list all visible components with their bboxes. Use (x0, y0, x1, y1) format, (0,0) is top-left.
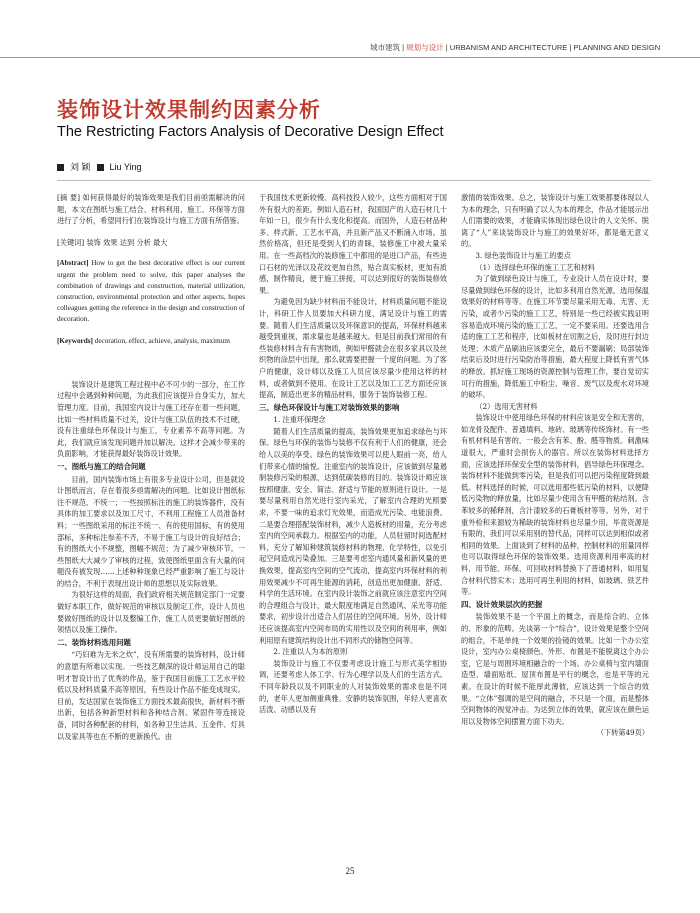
abstract-en-label: [Abstract] (57, 259, 89, 268)
author-cn: 刘 颖 (70, 162, 91, 172)
running-header: 城市建筑 | 规划与设计 | URBANISM AND ARCHITECTURE | PLANNING AND DESIGN (370, 43, 661, 52)
header-section-en-b: PLANNING AND DESIGN (573, 43, 661, 52)
title-en: The Restricting Factors Analysis of Decorative Design Effect (57, 124, 444, 140)
subsection-heading: （2）选用无害材料 (475, 401, 538, 411)
column-spacer (57, 357, 245, 379)
page-number: 25 (345, 866, 355, 876)
author-line (57, 160, 142, 173)
author-en: Liu Ying (109, 162, 142, 172)
section-heading: 一、图纸与施工的结合问题 (57, 461, 146, 471)
abstract-cn-text: 如何获得最好的装饰效果是我们目前亟需解决的问题，本文在图纸与施工结合、材料利用、施工、环保等方面进行了分析，希望同行们在装饰设计与施工方面有所借鉴。 (57, 193, 245, 226)
paragraph: 装饰设计中使用绿色环保的材料应该是安全和无害的，如龙骨及配件、普通填料、地砖、玻璃等传统饰材。有一些有机材料是有害的，一般会含有苯、酚、醛等物质。刺激味道很大，严重时会损伤人的器官。所以在装饰材料选择方面，应该选择环保安全型的装饰材料，倡导绿色环保理念。装饰材料不能做到零污染，但是我们可以把污染程度降到最低。材料选择的时候，可以选用那些低污染的材料，以便降低污染物的释放量，比如尽量少使用含有甲醛的粘结剂。含苯较多的稀释剂，含汁漆较多的石膏板材等等。另外，对于重外检和来源较为稀缺的装饰材料也尽量少用，毕竟资源是有限的，我们可以采用别的替代品，同样可以达到相似或者相同的效果。上面谈到了材料的品种，控制材料的用量同样也可以取得绿色环保的装饰效果。选用资源利用率高的材料，用节能、环保、可回收材料替换下了普通材料，如用复合材料代替实木；选用可再生利用的材料，如玻璃、铁艺件等。 (461, 413, 649, 597)
paragraph: 为很好这样的局面，我们政府相关规范制定部门一定要做好本职工作，做好规范的审核以及制定工作，设计人员也要做好图纸的设计以及整编工作，施工人员更要做好图纸的领悟以及施工操作。 (57, 590, 245, 635)
paragraph: 于我国技术更新较慢、高科技投入较少，这些方面相对于国外有很大的差距。例如人造石材，我国国产的人造石材几十年如一日，很少有什么变化和提高。而国外，人造石材品种多、样式新、工艺水平高，并且新产品又不断涌入市场。虽然价格高，但还是受到人们的青睐，装修施工中被大量采用。在一些高档次的装修施工中都用的是进口产品，有些进口石材的光泽以及花纹更加自然，贴合真实板材，更加有质感，制作精良，便于施工拼接，可以达到很好的装饰装修效果。 (259, 193, 447, 295)
author-divider (57, 180, 651, 181)
title-cn: 装饰设计效果制约因素分析 (57, 98, 321, 122)
header-section-cn-b: 规划与设计 (406, 43, 444, 52)
header-section-en: URBANISM AND ARCHITECTURE (449, 43, 568, 52)
abstract-cn-label: [摘 要] (57, 193, 81, 202)
subsection-heading: 3. 绿色装饰设计与施工的要点 (475, 250, 571, 260)
subsection-heading: 1. 注重环保理念 (273, 415, 326, 425)
abstract-en-text: How to get the best decorative effect is our current urgent the problem need to solve, this paper analyses the combination of drawings and construction, material utilization, construction, environmental protection and other aspects, hopes colleagues getting the reference in the design and construction of decoration. (57, 259, 245, 324)
square-bullet-icon (57, 164, 64, 171)
column-3-body (461, 192, 649, 739)
section-heading: 二、装饰材料选用问题 (57, 637, 131, 647)
column-2-body (259, 192, 447, 716)
paragraph: 随着人们生活质量的提高，装饰效果更加追求绿色与环保。绿色与环保的装饰与装修不仅有利于人们的健康，还会给人以美的享受。绿色的装饰效果可以使人眼前一亮，给人们带来心情的愉悦。注重室内的装饰设计，应该做到尽量遏制装修污染的根源，达到低碳装修的目的。装饰设计师应该按照健康、安全、简洁、舒适与节能的原则进行设计。一是要尽量利用自然光进行室内采光，了解室内合理的光照要求，不要一味的追求灯光效果，而造成光污染、电能浪费。二是要合理搭配装饰材料，减少人造板材的用量，充分考虑室内的空间承载力。根据室内的功能，人员驻留时间选配材料，充分了解知种建筑装修材料的物理、化学特性，以免引起空间造成污染叠加。三是要考虑室内通风量和新风量的更换效果，提高室内空间的空气流动，提高室内环保材料的利用效果减少不可再生能源的消耗，创造出更加健康、舒适、科学的生活环境。在室内设计装饰之前就应该注意室内空间的合理组合与设计，最大限度地满足自然通风、采光等功能要求，初步设计出适合人们居住的空间环境。另外，设计师还应该提高室内空间布局的实用性以及空间的利用率，例如利用原有建筑结构设计出不同形式的储物空间等。 (259, 426, 447, 645)
paragraph: 目前，国内装饰市场上有很多专业设计公司，但是就设计图纸而言，存在着很多亟需解决的问题。比如设计图纸标注不规范、不统一；一些按照标注的施工的装饰器件，没有具体的加工要求以及加工尺寸，不利用工程施工人员准备材料；一些图纸采用的标注不统一、有的使用国标，有的使用部标，多种标注参差不齐，不易于施工与设计的良好结合；有的图纸大小不规整，图幅不规范；为了减少审核环节。一些图纸大大减少了审核的过程，致使图纸里面含有大量的问题没有被发现……上述种种现象已经严重影响了施工与设计的结合，不利于表现出设计师的思想以及实际效果。 (57, 474, 245, 588)
keywords-en-label: [Keywords] (57, 336, 93, 345)
paragraph: 装饰设计是建筑工程过程中必不可少的一部分，在工作过程中会遇到种种问题，为此我们应该提升自身实力，加大管理力度。目前，我国室内设计与施工还存在着一些问题，比如一些材料质量不过关，设计与施工队伍的技术不过硬，没有注重绿色环保设计与施工，专业素养不高等问题。为此，我们就应该发现问题并加以解决。这样才会减少带来的负面影响，才能获得最好装饰设计效果。 (57, 379, 245, 459)
column-1 (57, 192, 245, 892)
abstract-cn (57, 192, 245, 227)
column-1-body (57, 379, 245, 742)
header-section-cn: 城市建筑 (370, 43, 400, 52)
keywords-en (57, 336, 245, 347)
column-3 (461, 192, 649, 892)
header-divider (0, 57, 700, 58)
section-heading: 四、设计效果层次的把握 (461, 599, 543, 609)
keywords-cn-label: [关键词] (57, 237, 85, 247)
paragraph: 为避免因为缺少材料而不能设计，材料质量问题不能设计，科研工作人员要加大科研力度，满足设计与施工的需要。随着人们生活质量以及环保意识的提高，环保材料越来越受到重视，需求量也是越来越大。但是目前我们常用的有些装修材料含有有害物质，例如甲醛就会在很多家具以及丝织物的涂层中出现，那么就需要把握一个度的问题。为了客户的健康，设计师以及施工人员应该尽量少使用这样的材料，或者做到不使用。在设计工艺以及加工工艺方面还应该提高，制造出更多的精品材料，服务于装饰装修工程。 (259, 297, 447, 400)
paragraph: 为了做到绿色设计与施工，专业设计人员在设计时，要尽量做到绿色环保的设计，比如多利用自然光源，选用保温效果好的材料等等。在施工环节要尽量采用无毒、无害、无污染，或者少污染的施工工艺，特别是一些已经被实践证明容易造成环境污染的施工工艺，一定不要采用。还要选用合适的施工工艺和程序，比如板材在切割之后，及时进行封边处理；木质产品刷油应该要完全，最后不要漏刷；局部装饰结束后及时进行污染防治等措施，最大程度上降低有害气体的释放。抓好施工现场的资源控制与管理工作，要自觉切实可行的措施，降低施工中粉尘、噪音、废气以及废水对环境的破坏。 (461, 274, 649, 400)
keywords-en-text: decoration, effect, achieve, analysis, maximum (94, 336, 230, 345)
abstract-en (57, 258, 245, 325)
paragraph: 装饰效果不是一个平面上的概念，而是综合的、立体的、形象的范畴。先谈第一个“综合”，设计效果是整个空间的组合，不是单纯一个效果的捡镜的效果。比如一个办公室设计，室内办公桌椅颜色、外形、布置是不能脱离这个办公室，它是与周围环境相融合的一个场。办公桌椅与室内墙面造型、墙面贴纸、屋顶布置是平行的概念，也是平等的元素。在设计的时候不能厚此薄彼，应该达到一个综合的效果。“立体”强调的是空间的融合，不只是一个面，而是整体空间物体的视觉冲击。为达到立体的效果，就应该在颜色运用以及物体空间摆置方面下功夫。 (461, 612, 649, 726)
paragraph: 激情的装饰效果。总之，装饰设计与施工效果都要体现以人为本的理念，只有明确了以人为本的理念，作品才能展示出人们需要的效果，才能确实体现出绿色设计的人文关怀。脱离了“人”来谈装饰设计与施工的效果好坏，都是毫无意义的。 (461, 193, 649, 249)
subsection-heading: （1）选择绿色环保的施工工艺和材料 (475, 262, 595, 272)
keywords-cn (57, 237, 245, 249)
paragraph: （下转第49页） (596, 728, 649, 738)
section-heading: 三、绿色环保设计与施工对装饰效果的影响 (259, 402, 400, 412)
keywords-cn-text: 装饰 效果 达到 分析 最大 (86, 237, 168, 247)
paragraph: “巧妇难为无米之炊”，没有所需要的装饰材料，设计师的意愿有所难以实现。一些技艺颇深的设计师运用自己的聪明才智设计出了优秀的作品，鉴于我国目前施工工艺水平较低以及材料质量不高等原因，有些设计作品不能变成现实。目前，发达国家在装饰施工方面技术最高很快，新材料不断出新，包括各种新型材料和各种结合剂、紧固件等连接设备，同时各种配套的材料，如各种卫生洁具、五金件、灯具以及家具等也在不断的更新换代。由 (57, 650, 245, 741)
column-2 (259, 192, 447, 892)
paragraph: 装饰设计与施工不仅要考虑设计施工与形式美学相协调，还要考虑人体工学、行为心理学以及人们的生活方式。不同年龄段以及不同职业的人对装饰效果的需求也是不同的，老年人更加侧重典雅、安静的装饰氛围，年轻人更喜欢活泼、动感以及有 (259, 658, 447, 715)
square-separator-icon (97, 164, 104, 171)
subsection-heading: 2. 注重以人为本的原则 (273, 647, 348, 657)
